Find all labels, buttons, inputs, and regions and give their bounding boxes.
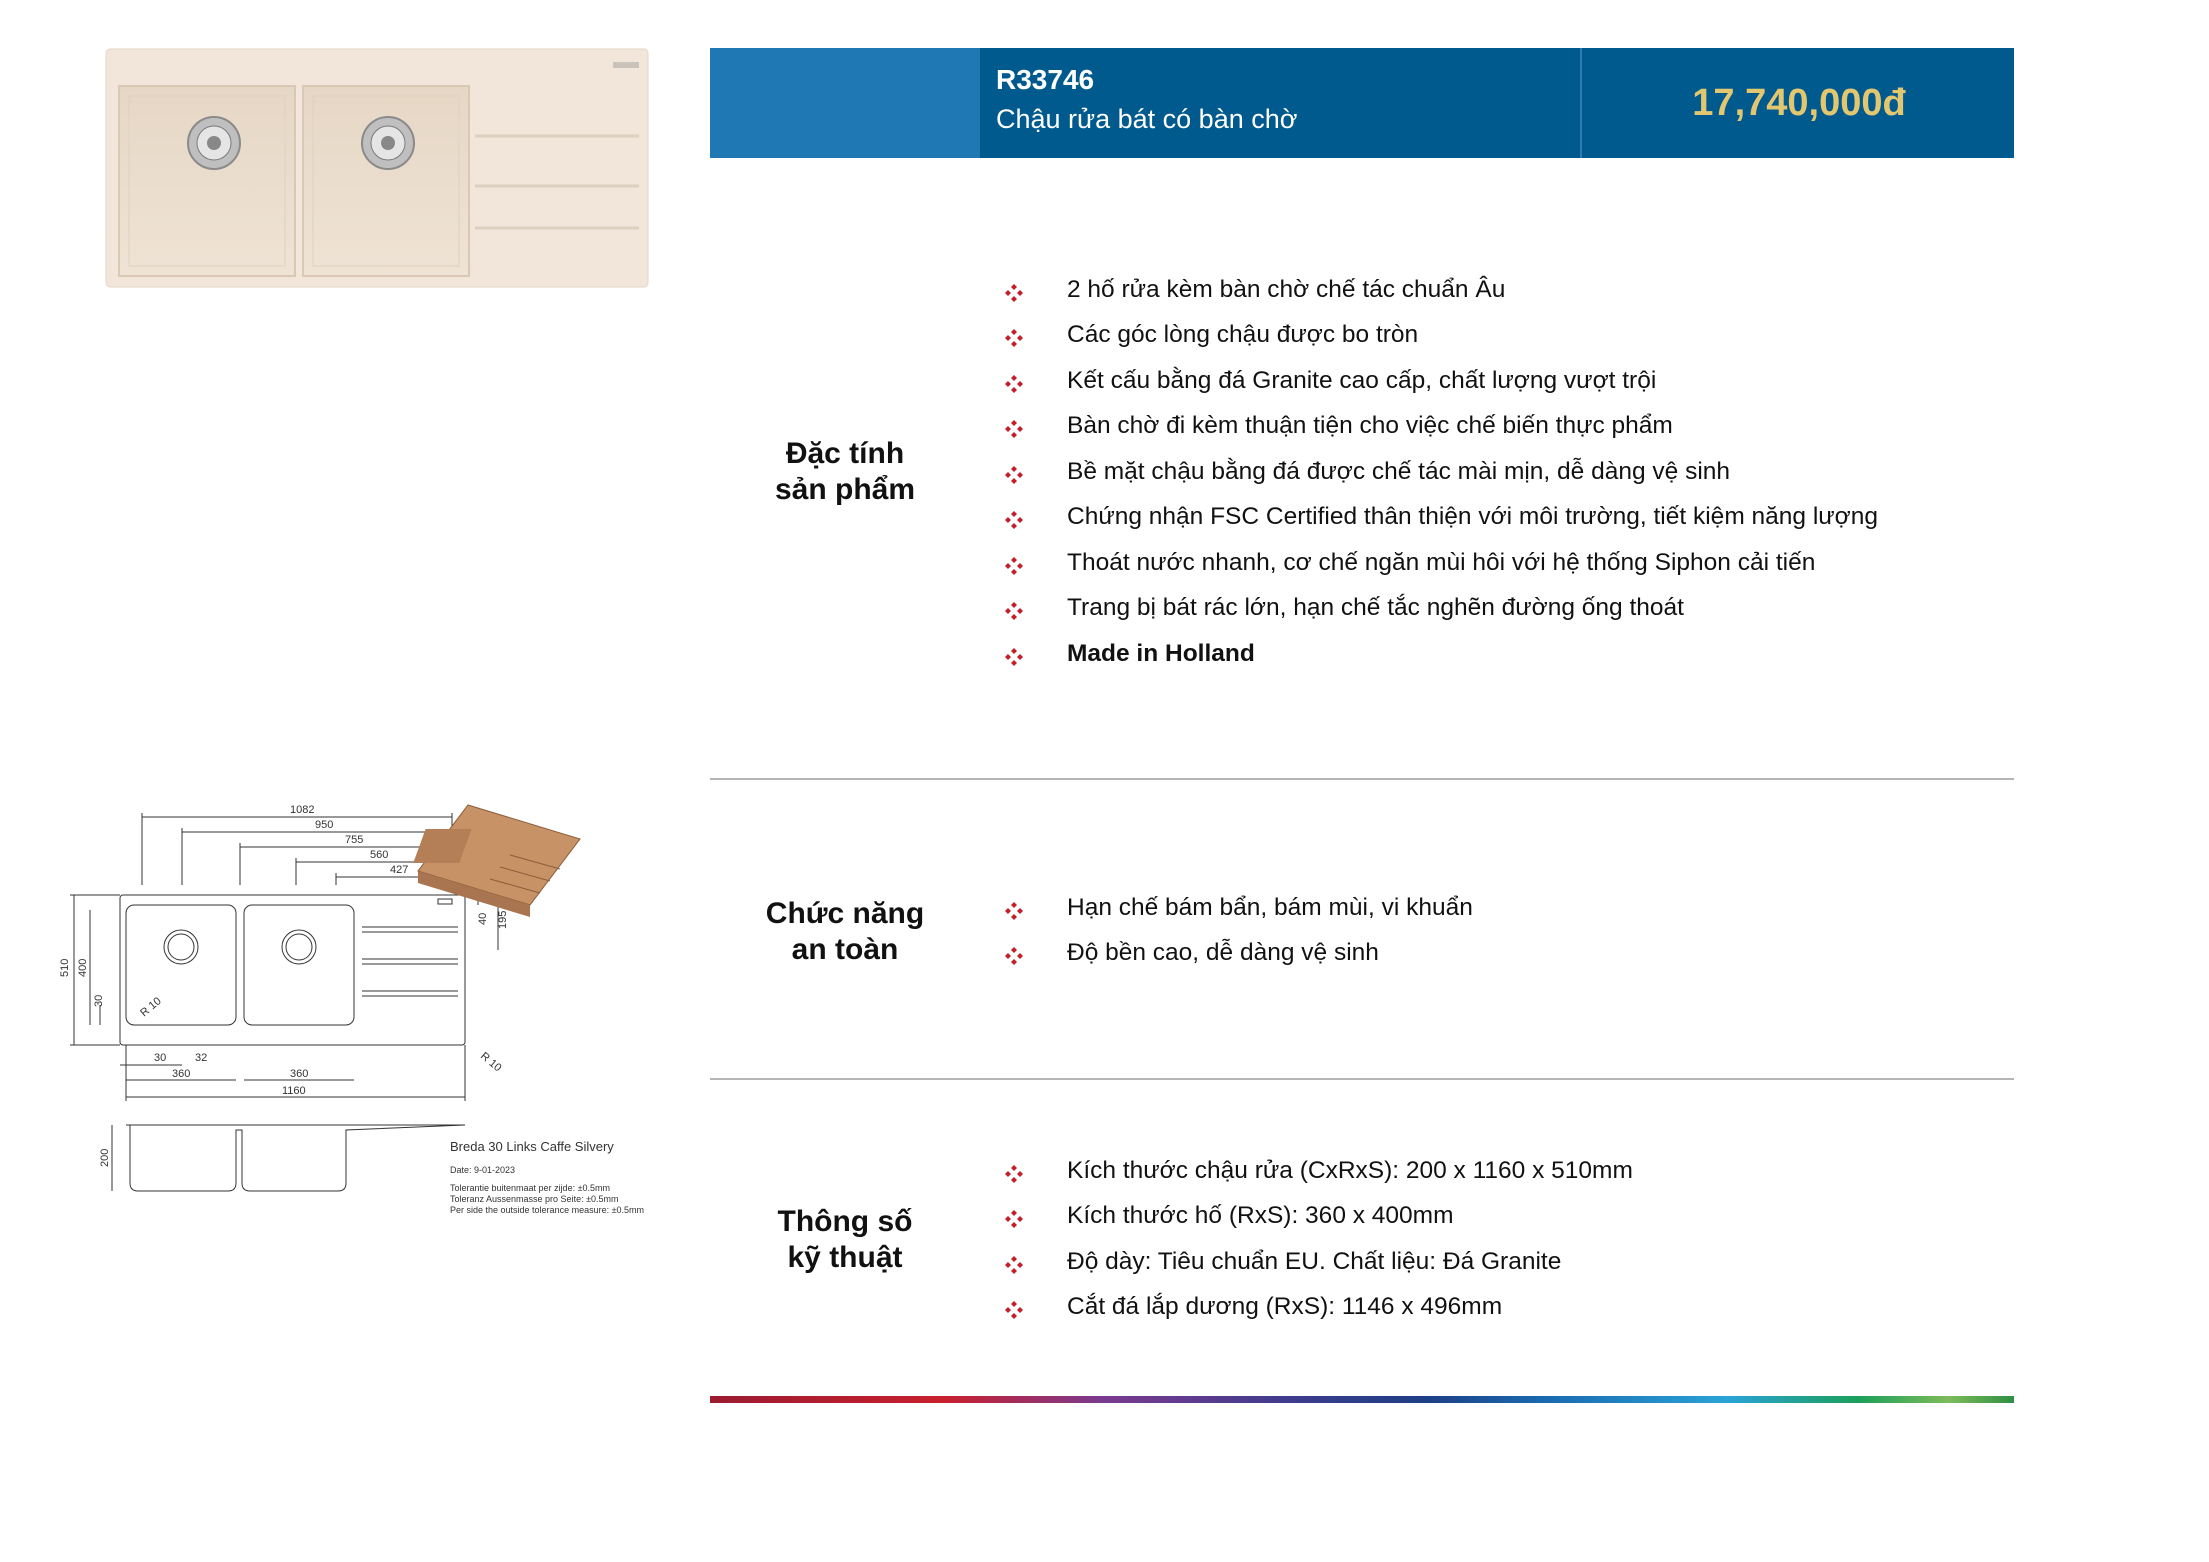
diamond-bullet-icon [1005, 899, 1023, 917]
list-item: Độ bền cao, dễ dàng vệ sinh [1005, 931, 1473, 977]
diamond-bullet-icon [1005, 1162, 1023, 1180]
section-title-line: sản phẩm [774, 473, 916, 506]
dim-label: 32 [195, 1052, 208, 1064]
product-photo [105, 48, 649, 288]
list-item: Hạn chế bám bẩn, bám mùi, vi khuẩn [1005, 885, 1473, 931]
dim-label: 510 [60, 958, 71, 977]
drawing-tolerance: Tolerantie buitenmaat per zijde: ±0.5mm [450, 1183, 611, 1193]
features-list [1005, 267, 1878, 677]
header-title-block [980, 48, 1580, 158]
product-price: 17,740,000đ [1692, 81, 1906, 124]
diamond-bullet-icon [1005, 944, 1023, 962]
product-code: R33746 [996, 64, 1095, 95]
dim-label: 195 [497, 910, 509, 929]
dim-label: 950 [315, 819, 334, 831]
list-item: Cắt đá lắp dương (RxS): 1146 x 496mm [1005, 1285, 1633, 1331]
header-price-block [1580, 48, 2014, 158]
diamond-bullet-icon [1005, 281, 1023, 299]
drawing-model-name: Breda 30 Links Caffe Silvery [450, 1139, 614, 1154]
diamond-bullet-icon [1005, 1298, 1023, 1316]
dim-label: 40 [477, 912, 489, 925]
list-item: Kích thước hố (RxS): 360 x 400mm [1005, 1194, 1633, 1240]
section-title-specs [695, 1204, 995, 1276]
dim-label: 360 [290, 1068, 309, 1080]
section-title-line: kỹ thuật [787, 1241, 903, 1274]
diamond-bullet-icon [1005, 508, 1023, 526]
dim-label: 360 [172, 1068, 191, 1080]
technical-drawing [60, 795, 700, 1225]
section-title-line: Chức năng [765, 897, 925, 930]
section-title-features [695, 436, 995, 508]
dim-label: 400 [77, 958, 89, 977]
list-item: Các góc lòng chậu được bo tròn [1005, 313, 1878, 359]
section-divider [710, 778, 2014, 780]
section-divider [710, 1078, 2014, 1080]
dim-label: 1160 [282, 1085, 306, 1097]
dim-label: R 10 [478, 1050, 504, 1075]
diamond-bullet-icon [1005, 1207, 1023, 1225]
header-accent-block [710, 48, 980, 158]
dim-label: 427 [390, 864, 409, 876]
list-item: Kích thước chậu rửa (CxRxS): 200 x 1160 x 510mm [1005, 1148, 1633, 1194]
product-header [710, 48, 2014, 158]
diamond-bullet-icon [1005, 645, 1023, 663]
safety-list [1005, 885, 1473, 976]
dim-label: R 10 [138, 995, 164, 1020]
diamond-bullet-icon [1005, 372, 1023, 390]
list-item: Bề mặt chậu bằng đá được chế tác mài mịn, dễ dàng vệ sinh [1005, 449, 1878, 495]
dim-label: 30 [93, 994, 105, 1007]
list-item: Bàn chờ đi kèm thuận tiện cho việc chế biến thực phẩm [1005, 404, 1878, 450]
list-item: 2 hố rửa kèm bàn chờ chế tác chuẩn Âu [1005, 267, 1878, 313]
diamond-bullet-icon [1005, 417, 1023, 435]
section-title-line: Thông số [777, 1205, 913, 1238]
specs-list [1005, 1148, 1633, 1330]
dim-label: 560 [370, 849, 389, 861]
product-name: Chậu rửa bát có bàn chờ [996, 104, 1298, 134]
diamond-bullet-icon [1005, 599, 1023, 617]
diamond-bullet-icon [1005, 1253, 1023, 1271]
list-item: Kết cấu bằng đá Granite cao cấp, chất lượng vượt trội [1005, 358, 1878, 404]
bottom-color-bar [710, 1396, 2014, 1403]
diamond-bullet-icon [1005, 554, 1023, 572]
list-item: Thoát nước nhanh, cơ chế ngăn mùi hôi với hệ thống Siphon cải tiến [1005, 540, 1878, 586]
section-title-line: Đặc tính [785, 437, 905, 470]
list-item: Trang bị bát rác lớn, hạn chế tắc nghẽn đường ống thoát [1005, 586, 1878, 632]
dim-label: 1082 [290, 804, 315, 816]
list-item: Made in Holland [1005, 631, 1878, 677]
dim-label: 200 [99, 1148, 111, 1167]
dim-label: 755 [345, 834, 364, 846]
dim-label: 30 [154, 1052, 167, 1064]
drawing-date: Date: 9-01-2023 [450, 1165, 516, 1175]
list-item: Chứng nhận FSC Certified thân thiện với môi trường, tiết kiệm năng lượng [1005, 495, 1878, 541]
drawing-tolerance: Toleranz Aussenmasse pro Seite: ±0.5mm [450, 1194, 619, 1204]
section-title-safety [695, 896, 995, 968]
section-title-line: an toàn [791, 933, 899, 966]
diamond-bullet-icon [1005, 326, 1023, 344]
list-item: Độ dày: Tiêu chuẩn EU. Chất liệu: Đá Granite [1005, 1239, 1633, 1285]
diamond-bullet-icon [1005, 463, 1023, 481]
drawing-tolerance: Per side the outside tolerance measure: ±0.5mm [450, 1205, 645, 1215]
